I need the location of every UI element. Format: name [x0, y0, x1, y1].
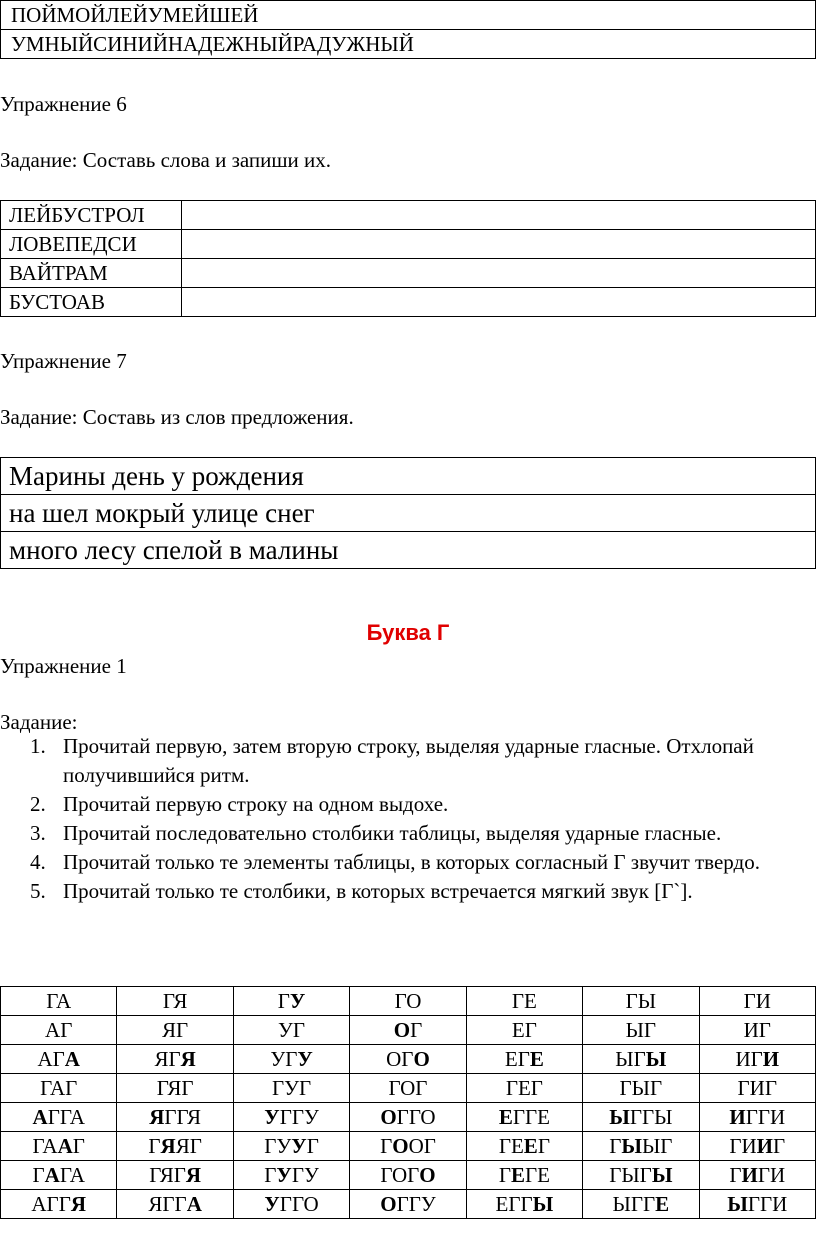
syllable-text: Г: [306, 1133, 319, 1158]
table-row: [1, 532, 816, 569]
list-item-text: Прочитай первую, затем вторую строку, выделяя ударные гласные. Отхлопай получившийся ритм.: [63, 734, 754, 787]
syllable-text: ЫГ: [625, 1017, 657, 1042]
syllable-text: ГИ: [757, 1162, 786, 1187]
syllable-text: ГЫГ: [619, 1075, 663, 1100]
list-item-text: Прочитай только те столбики, в которых встречается мягкий звук [Г`].: [63, 879, 693, 903]
table-row: [1, 259, 816, 288]
stressed-letter: О: [392, 1133, 409, 1158]
syllable-text: ГИГ: [737, 1075, 777, 1100]
stressed-letter: У: [289, 988, 306, 1013]
stressed-letter: Я: [185, 1162, 202, 1187]
table-row: [1, 1, 816, 30]
sentence-words: на шел мокрый улице снег: [1, 495, 816, 532]
syllable-cell: [699, 987, 815, 1016]
syllable-text: ГОГ: [380, 1162, 420, 1187]
answer-cell[interactable]: [182, 288, 816, 317]
syllable-text: Г: [72, 1133, 85, 1158]
syllable-text: АГГ: [31, 1191, 71, 1216]
syllable-text: ЕГГ: [495, 1191, 533, 1216]
list-number: 3.: [30, 821, 46, 845]
syllable-text: ГО: [394, 988, 422, 1013]
syllable-text: ГЫГ: [609, 1162, 652, 1187]
syllable-table: [0, 986, 816, 1219]
syllable-text: ГГУ: [396, 1191, 436, 1216]
syllable-cell: [233, 1045, 349, 1074]
syllable-cell: [1, 1016, 117, 1045]
syllable-text: ОГ: [386, 1046, 414, 1071]
letter-heading: Буква Г: [366, 620, 450, 645]
syllable-text: ГИ: [729, 1133, 757, 1158]
syllable-text: Г: [410, 1017, 423, 1042]
scrambled-word: БУСТОАВ: [1, 288, 182, 317]
syllable-cell: [350, 1074, 466, 1103]
syllable-cell: [117, 1132, 233, 1161]
answer-cell[interactable]: [182, 259, 816, 288]
syllable-text: ГЫ: [625, 988, 657, 1013]
syllable-cell: [1, 1074, 117, 1103]
syllable-text: ГГО: [396, 1104, 436, 1129]
syllable-cell: [233, 1074, 349, 1103]
stressed-letter: О: [380, 1191, 397, 1216]
syllable-text: УГ: [270, 1046, 298, 1071]
syllable-cell: [699, 1132, 815, 1161]
syllable-cell: [350, 987, 466, 1016]
syllable-text: Г: [773, 1133, 786, 1158]
syllable-text: ГА: [32, 1133, 58, 1158]
syllable-text: ЫГ: [615, 1046, 646, 1071]
syllable-cell: [466, 1074, 582, 1103]
syllable-cell: [117, 1103, 233, 1132]
stressed-letter: У: [264, 1104, 280, 1129]
stressed-letter: А: [44, 1162, 60, 1187]
list-item: [30, 819, 810, 848]
stressed-letter: Е: [655, 1191, 670, 1216]
stressed-letter: И: [756, 1133, 774, 1158]
syllable-text: ГГЕ: [512, 1104, 550, 1129]
syllable-cell: [466, 1161, 582, 1190]
syllable-cell: [1, 987, 117, 1016]
syllable-cell: [699, 1190, 815, 1219]
syllable-cell: [699, 1016, 815, 1045]
syllable-text: ГГЫ: [629, 1104, 673, 1129]
scrambled-word: ЛЕЙБУСТРОЛ: [1, 201, 182, 230]
syllable-cell: [1, 1161, 117, 1190]
table-row: [1, 458, 816, 495]
syllable-text: ГЕГ: [505, 1075, 543, 1100]
syllable-text: Г: [537, 1133, 550, 1158]
syllable-cell: [117, 1074, 233, 1103]
syllable-cell: [466, 1103, 582, 1132]
table-row: [1, 201, 816, 230]
syllable-cell: [1, 1190, 117, 1219]
answer-cell[interactable]: [182, 230, 816, 259]
syllable-cell: [583, 1074, 699, 1103]
syllable-text: ГГИ: [747, 1191, 788, 1216]
syllable-cell: [583, 1161, 699, 1190]
syllable-text: ЕГ: [511, 1017, 537, 1042]
stressed-letter: У: [291, 1133, 307, 1158]
syllable-text: ГГИ: [745, 1104, 786, 1129]
syllable-text: Г: [148, 1133, 161, 1158]
table-row: [1, 1132, 816, 1161]
syllable-text: ЯГГ: [148, 1191, 187, 1216]
stressed-letter: У: [276, 1162, 292, 1187]
syllable-text: АГ: [45, 1017, 73, 1042]
syllable-text: ГЯГ: [156, 1075, 194, 1100]
list-item-text: Прочитай только те элементы таблицы, в которых согласный Г звучит твердо.: [63, 850, 760, 874]
syllable-cell: [350, 1190, 466, 1219]
syllable-cell: [117, 1190, 233, 1219]
syllable-text: ЫГГ: [612, 1191, 656, 1216]
syllable-cell: [583, 1103, 699, 1132]
syllable-cell: [466, 1190, 582, 1219]
sentence-words: Марины день у рождения: [1, 458, 816, 495]
list-item: [30, 848, 810, 877]
syllable-cell: [117, 1161, 233, 1190]
syllable-text: ГА: [46, 988, 72, 1013]
syllable-text: ГЕ: [498, 1133, 524, 1158]
syllable-cell: [583, 1190, 699, 1219]
list-number: 4.: [30, 850, 46, 874]
syllable-text: ГИ: [743, 988, 771, 1013]
stressed-letter: Я: [160, 1133, 176, 1158]
table-row: [1, 495, 816, 532]
syllable-text: ЕГ: [504, 1046, 530, 1071]
syllable-text: ГУ: [264, 1133, 292, 1158]
syllable-cell: [233, 1016, 349, 1045]
syllable-text: Г: [729, 1162, 742, 1187]
stressed-letter: Ы: [645, 1046, 667, 1071]
syllable-text: ГАГ: [40, 1075, 78, 1100]
syllable-cell: [233, 987, 349, 1016]
table-row: [1, 288, 816, 317]
answer-cell[interactable]: [182, 201, 816, 230]
syllable-cell: [117, 1016, 233, 1045]
list-item-text: Прочитай первую строку на одном выдохе.: [63, 792, 449, 816]
syllable-text: ЯГ: [162, 1017, 189, 1042]
syllable-cell: [117, 987, 233, 1016]
syllable-cell: [1, 1103, 117, 1132]
syllable-text: ГУ: [291, 1162, 319, 1187]
stressed-letter: И: [741, 1162, 758, 1187]
syllable-text: ГЕ: [524, 1162, 550, 1187]
table-row: [1, 1016, 816, 1045]
stressed-letter: Е: [498, 1104, 513, 1129]
syllable-cell: [466, 1016, 582, 1045]
syllable-text: ГОГ: [388, 1075, 428, 1100]
stressed-letter: Ы: [727, 1191, 748, 1216]
syllable-text: ГЯ: [162, 988, 188, 1013]
stressed-letter: О: [380, 1104, 397, 1129]
syllable-cell: [233, 1190, 349, 1219]
syllable-text: ГГА: [47, 1104, 85, 1129]
syllable-text: ГГО: [279, 1191, 319, 1216]
syllable-cell: [699, 1103, 815, 1132]
syllable-cell: [233, 1132, 349, 1161]
syllable-text: ЯГ: [175, 1133, 202, 1158]
syllable-text: ГГУ: [279, 1104, 319, 1129]
exercise-6-title: Упражнение 6: [0, 92, 127, 116]
stressed-letter: А: [57, 1133, 73, 1158]
stressed-letter: И: [729, 1104, 746, 1129]
syllable-text: Г: [277, 988, 290, 1013]
syllable-text: Г: [32, 1162, 45, 1187]
exercise-7-title: Упражнение 7: [0, 349, 127, 373]
exercise-1-task-label: Задание:: [0, 710, 78, 734]
scrambled-word: ЛОВЕПЕДСИ: [1, 230, 182, 259]
syllable-text: АГ: [37, 1046, 65, 1071]
syllable-cell: [583, 987, 699, 1016]
scrambled-words-table: [0, 200, 816, 317]
letter-string-cell: ПОЙМОЙЛЕЙУМЕЙШЕЙ: [1, 1, 816, 30]
syllable-text: ГЯГ: [149, 1162, 186, 1187]
syllable-text: Г: [380, 1133, 393, 1158]
sentence-words-table: [0, 457, 816, 569]
syllable-text: Г: [609, 1133, 622, 1158]
stressed-letter: Е: [523, 1133, 538, 1158]
syllable-text: ГЕ: [511, 988, 537, 1013]
syllable-text: ГА: [59, 1162, 85, 1187]
table-row: [1, 1045, 816, 1074]
syllable-cell: [350, 1103, 466, 1132]
stressed-letter: И: [762, 1046, 780, 1071]
syllable-cell: [699, 1161, 815, 1190]
exercise-1-title: Упражнение 1: [0, 654, 127, 678]
list-number: 5.: [30, 879, 46, 903]
table-row: [1, 1190, 816, 1219]
syllable-cell: [699, 1074, 815, 1103]
stressed-letter: А: [186, 1191, 202, 1216]
stressed-letter: Е: [529, 1046, 544, 1071]
syllable-cell: [233, 1161, 349, 1190]
syllable-text: Г: [498, 1162, 511, 1187]
syllable-text: ИГ: [735, 1046, 763, 1071]
syllable-cell: [1, 1045, 117, 1074]
stressed-letter: Я: [70, 1191, 87, 1216]
table-row: [1, 1161, 816, 1190]
list-item: [30, 790, 810, 819]
syllable-cell: [699, 1045, 815, 1074]
stressed-letter: У: [264, 1191, 280, 1216]
stressed-letter: А: [32, 1104, 48, 1129]
table-row: [1, 987, 816, 1016]
list-item: [30, 732, 810, 790]
exercise-7-task: Задание: Составь из слов предложения.: [0, 405, 354, 429]
table-row: [1, 1103, 816, 1132]
stressed-letter: О: [393, 1017, 411, 1042]
stressed-letter: О: [419, 1162, 436, 1187]
stressed-letter: Ы: [532, 1191, 554, 1216]
letter-string-table: [0, 0, 816, 59]
syllable-text: ЯГ: [154, 1046, 181, 1071]
stressed-letter: О: [413, 1046, 430, 1071]
list-item: [30, 877, 810, 906]
syllable-cell: [583, 1016, 699, 1045]
table-row: [1, 230, 816, 259]
stressed-letter: Е: [510, 1162, 525, 1187]
list-number: 2.: [30, 792, 46, 816]
syllable-text: ОГ: [408, 1133, 436, 1158]
syllable-cell: [583, 1132, 699, 1161]
task-list: [30, 732, 810, 906]
sentence-words: много лесу спелой в малины: [1, 532, 816, 569]
syllable-cell: [233, 1103, 349, 1132]
stressed-letter: А: [64, 1046, 80, 1071]
stressed-letter: У: [297, 1046, 313, 1071]
table-row: [1, 1074, 816, 1103]
stressed-letter: Ы: [651, 1162, 673, 1187]
list-item-text: Прочитай последовательно столбики таблицы, выделяя ударные гласные.: [63, 821, 722, 845]
syllable-text: УГ: [278, 1017, 306, 1042]
syllable-cell: [350, 1016, 466, 1045]
table-row: [1, 30, 816, 59]
stressed-letter: Ы: [609, 1104, 630, 1129]
syllable-cell: [350, 1161, 466, 1190]
syllable-cell: [1, 1132, 117, 1161]
syllable-cell: [466, 1045, 582, 1074]
list-number: 1.: [30, 734, 46, 758]
scrambled-word: ВАЙТРАМ: [1, 259, 182, 288]
syllable-text: ЫГ: [641, 1133, 673, 1158]
exercise-6-task: Задание: Составь слова и запиши их.: [0, 148, 332, 172]
syllable-cell: [466, 1132, 582, 1161]
syllable-cell: [350, 1132, 466, 1161]
syllable-text: ИГ: [743, 1017, 771, 1042]
syllable-cell: [466, 987, 582, 1016]
syllable-cell: [350, 1045, 466, 1074]
syllable-text: Г: [264, 1162, 277, 1187]
stressed-letter: Я: [180, 1046, 196, 1071]
letter-string-cell: УМНЫЙСИНИЙНАДЕЖНЫЙРАДУЖНЫЙ: [1, 30, 816, 59]
syllable-text: ГГЯ: [164, 1104, 202, 1129]
syllable-text: ГУГ: [271, 1075, 312, 1100]
stressed-letter: Я: [149, 1104, 165, 1129]
syllable-cell: [117, 1045, 233, 1074]
stressed-letter: Ы: [621, 1133, 642, 1158]
syllable-cell: [583, 1045, 699, 1074]
